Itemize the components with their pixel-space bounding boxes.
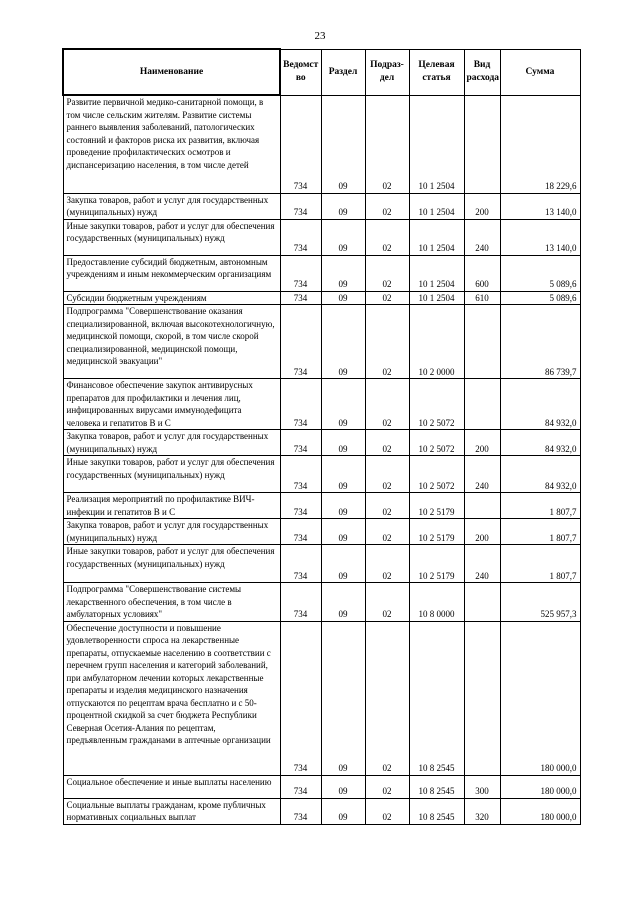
header-amount: Сумма [500, 49, 580, 95]
row-subsection: 02 [365, 493, 409, 519]
row-subsection: 02 [365, 219, 409, 255]
row-expense-type [464, 379, 500, 430]
header-target: Целевая статья [409, 49, 464, 95]
row-expense-type [464, 621, 500, 775]
row-expense-type [464, 305, 500, 379]
row-section: 09 [321, 305, 365, 379]
row-name: Обеспечение доступности и повышение удовлетворенности спроса на лекарственные препараты, отпускаемые населению в соответствии с перечнем групп населения и категорий заболеваний, при амбулаторном лечении которых лекарственные препараты и изделия медицинского назначения отпускаются по рецептам врача бесплатно и с 50-процентной скидкой за счет бюджета Республики Северная Осетия-Алания по рецептам, предъявленным гражданами в аптечные организации [63, 621, 280, 775]
row-subsection: 02 [365, 545, 409, 583]
row-target-article: 10 1 2504 [409, 193, 464, 219]
row-expense-type [464, 583, 500, 622]
row-expense-type: 240 [464, 219, 500, 255]
table-row [63, 493, 580, 519]
row-subsection: 02 [365, 430, 409, 456]
row-ministry: 734 [280, 775, 321, 798]
row-amount: 1 807,7 [500, 545, 580, 583]
row-section: 09 [321, 291, 365, 305]
row-amount: 180 000,0 [500, 621, 580, 775]
row-ministry: 734 [280, 621, 321, 775]
row-target-article: 10 8 0000 [409, 583, 464, 622]
row-target-article: 10 2 5072 [409, 430, 464, 456]
row-name: Социальное обеспечение и иные выплаты населению [63, 775, 280, 798]
row-name: Иные закупки товаров, работ и услуг для обеспечения государственных (муниципальных) нужд [63, 219, 280, 255]
row-target-article: 10 8 2545 [409, 775, 464, 798]
row-subsection: 02 [365, 255, 409, 291]
row-name: Иные закупки товаров, работ и услуг для обеспечения государственных (муниципальных) нужд [63, 545, 280, 583]
row-ministry: 734 [280, 305, 321, 379]
row-section: 09 [321, 430, 365, 456]
table-row [63, 430, 580, 456]
row-expense-type: 200 [464, 519, 500, 545]
row-ministry: 734 [280, 456, 321, 493]
row-amount: 5 089,6 [500, 291, 580, 305]
row-subsection: 02 [365, 519, 409, 545]
row-amount: 5 089,6 [500, 255, 580, 291]
row-target-article: 10 1 2504 [409, 95, 464, 193]
table-row [63, 775, 580, 798]
row-expense-type: 600 [464, 255, 500, 291]
row-amount: 13 140,0 [500, 219, 580, 255]
row-target-article: 10 2 0000 [409, 305, 464, 379]
row-ministry: 734 [280, 583, 321, 622]
row-expense-type: 610 [464, 291, 500, 305]
budget-table [62, 48, 581, 825]
row-amount: 86 739,7 [500, 305, 580, 379]
row-subsection: 02 [365, 305, 409, 379]
row-ministry: 734 [280, 291, 321, 305]
table-row [63, 621, 580, 775]
row-subsection: 02 [365, 798, 409, 824]
header-name: Наименование [63, 49, 280, 95]
table-row [63, 519, 580, 545]
row-expense-type: 200 [464, 193, 500, 219]
row-target-article: 10 2 5179 [409, 493, 464, 519]
row-section: 09 [321, 519, 365, 545]
row-ministry: 734 [280, 255, 321, 291]
row-target-article: 10 8 2545 [409, 621, 464, 775]
row-amount: 525 957,3 [500, 583, 580, 622]
row-expense-type: 240 [464, 456, 500, 493]
row-amount: 1 807,7 [500, 519, 580, 545]
row-section: 09 [321, 545, 365, 583]
row-name: Подпрограмма "Совершенствование системы лекарственного обеспечения, в том числе в амбулаторных условиях" [63, 583, 280, 622]
row-section: 09 [321, 621, 365, 775]
row-ministry: 734 [280, 545, 321, 583]
row-name: Подпрограмма "Совершенствование оказания специализированной, включая высокотехнологичную, медицинской помощи, скорой, в том числе скорой специализированной, медицинской помощи, медицинской эвакуации" [63, 305, 280, 379]
row-ministry: 734 [280, 379, 321, 430]
row-amount: 18 229,6 [500, 95, 580, 193]
row-target-article: 10 1 2504 [409, 219, 464, 255]
row-name: Закупка товаров, работ и услуг для государственных (муниципальных) нужд [63, 519, 280, 545]
row-expense-type [464, 95, 500, 193]
row-expense-type: 320 [464, 798, 500, 824]
row-amount: 180 000,0 [500, 775, 580, 798]
row-section: 09 [321, 255, 365, 291]
row-name: Закупка товаров, работ и услуг для государственных (муниципальных) нужд [63, 430, 280, 456]
row-ministry: 734 [280, 430, 321, 456]
row-target-article: 10 2 5179 [409, 519, 464, 545]
table-row [63, 291, 580, 305]
row-name: Социальные выплаты гражданам, кроме публичных нормативных социальных выплат [63, 798, 280, 824]
row-section: 09 [321, 583, 365, 622]
row-amount: 84 932,0 [500, 456, 580, 493]
row-target-article: 10 2 5072 [409, 456, 464, 493]
row-ministry: 734 [280, 219, 321, 255]
row-section: 09 [321, 379, 365, 430]
row-section: 09 [321, 775, 365, 798]
row-section: 09 [321, 493, 365, 519]
row-subsection: 02 [365, 583, 409, 622]
row-amount: 13 140,0 [500, 193, 580, 219]
row-amount: 180 000,0 [500, 798, 580, 824]
header-expense-type: Вид расхода [464, 49, 500, 95]
row-target-article: 10 1 2504 [409, 255, 464, 291]
row-ministry: 734 [280, 193, 321, 219]
row-expense-type: 240 [464, 545, 500, 583]
row-expense-type: 200 [464, 430, 500, 456]
row-subsection: 02 [365, 379, 409, 430]
header-section: Раздел [321, 49, 365, 95]
row-target-article: 10 8 2545 [409, 798, 464, 824]
row-subsection: 02 [365, 621, 409, 775]
table-row [63, 545, 580, 583]
table-row [63, 798, 580, 824]
row-section: 09 [321, 798, 365, 824]
row-ministry: 734 [280, 519, 321, 545]
row-subsection: 02 [365, 291, 409, 305]
header-ministry: Ведомст во [280, 49, 321, 95]
header-row [63, 49, 580, 95]
row-name: Иные закупки товаров, работ и услуг для обеспечения государственных (муниципальных) нужд [63, 456, 280, 493]
header-subsection: Подраз- дел [365, 49, 409, 95]
row-subsection: 02 [365, 193, 409, 219]
table-row [63, 379, 580, 430]
row-amount: 1 807,7 [500, 493, 580, 519]
table-row [63, 193, 580, 219]
row-section: 09 [321, 193, 365, 219]
row-subsection: 02 [365, 95, 409, 193]
row-amount: 84 932,0 [500, 379, 580, 430]
row-section: 09 [321, 95, 365, 193]
table-row [63, 255, 580, 291]
row-expense-type [464, 493, 500, 519]
row-section: 09 [321, 219, 365, 255]
table-row [63, 456, 580, 493]
row-target-article: 10 2 5179 [409, 545, 464, 583]
row-target-article: 10 1 2504 [409, 291, 464, 305]
row-name: Предоставление субсидий бюджетным, автономным учреждениям и иным некоммерческим организациям [63, 255, 280, 291]
row-subsection: 02 [365, 775, 409, 798]
row-name: Развитие первичной медико-санитарной помощи, в том числе сельским жителям. Развитие системы раннего выявления заболеваний, патологических состояний и факторов риска их развития, включая проведение профилактических осмотров и диспансеризацию населения, в том числе детей [63, 95, 280, 193]
row-ministry: 734 [280, 798, 321, 824]
row-amount: 84 932,0 [500, 430, 580, 456]
row-name: Финансовое обеспечение закупок антивирусных препаратов для профилактики и лечения лиц, инфицированных вирусами иммунодефицита человека и гепатитов В и С [63, 379, 280, 430]
page-number: 23 [314, 30, 326, 42]
row-name: Закупка товаров, работ и услуг для государственных (муниципальных) нужд [63, 193, 280, 219]
row-expense-type: 300 [464, 775, 500, 798]
row-name: Реализация мероприятий по профилактике ВИЧ-инфекции и гепатитов В и С [63, 493, 280, 519]
row-ministry: 734 [280, 493, 321, 519]
row-ministry: 734 [280, 95, 321, 193]
row-target-article: 10 2 5072 [409, 379, 464, 430]
row-section: 09 [321, 456, 365, 493]
row-name: Субсидии бюджетным учреждениям [63, 291, 280, 305]
table-row [63, 305, 580, 379]
row-subsection: 02 [365, 456, 409, 493]
table-row [63, 95, 580, 193]
table-row [63, 583, 580, 622]
table-row [63, 219, 580, 255]
